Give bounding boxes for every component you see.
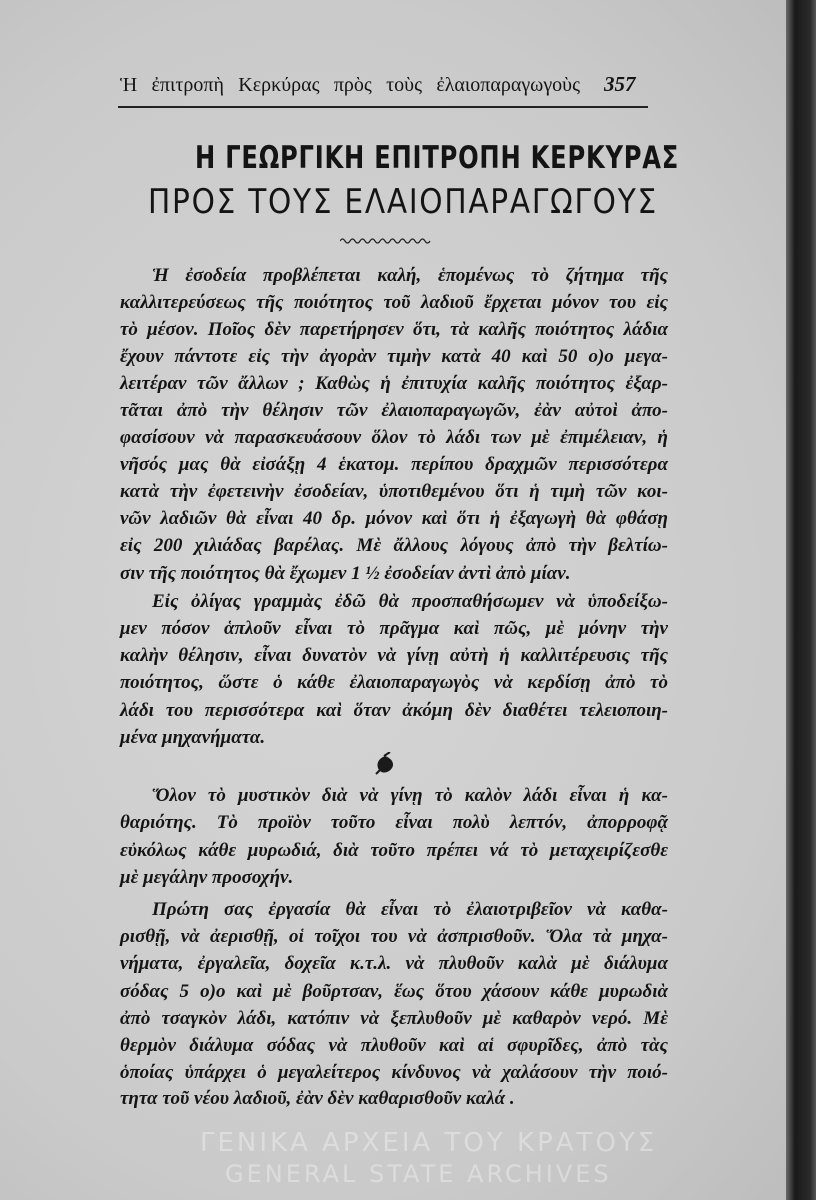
text-line: ὁποίας ὑπάρχει ὁ μεγαλείτερος κίνδυνος νὰ χαλάσουν τὴν ποιό-	[120, 1062, 668, 1083]
text-line: Πρώτη σας ἐργασία θὰ εἶναι τὸ ἐλαιοτριβεῖον νὰ καθα-	[152, 899, 668, 920]
watermark-greek: ΓΕΝΙΚΑ ΑΡΧΕΙΑ ΤΟΥ ΚΡΑΤΟΥΣ	[200, 1128, 658, 1158]
text-line: φασίσουν νὰ παρασκευάσουν ὅλον τὸ λάδι των μὲ ἐπιμέλειαν, ἡ	[120, 427, 668, 448]
text-line: μὲ μεγάλην προσοχήν.	[120, 867, 294, 888]
watermark-english: GENERAL STATE ARCHIVES	[225, 1160, 612, 1188]
text-line: σόδας 5 ο)ο καὶ μὲ βοῦρτσαν, ἕως ὅτου χάσουν κάθε μυρωδιὰ	[120, 981, 668, 1002]
article-title-line1: Η ΓΕΩΡΓΙΚΗ ΕΠΙΤΡΟΠΗ ΚΕΡΚΥΡΑΣ	[195, 140, 680, 176]
text-line: Ἡ ἐσοδεία προβλέπεται καλή, ἑπομένως τὸ ζήτημα τῆς	[152, 265, 668, 286]
floral-ornament-icon	[370, 752, 400, 784]
text-line: μένα μηχανήματα.	[120, 727, 266, 748]
text-line: τητα τοῦ νέου λαδιοῦ, ἐὰν δὲν καθαρισθοῦν καλά .	[120, 1088, 515, 1109]
text-line: ἔχουν πάντοτε εἰς τὴν ἀγορὰν τιμὴν κατὰ 40 καὶ 50 ο)ο μεγα-	[120, 346, 668, 367]
text-line: καλὴν θέλησιν, εἶναι δυνατὸν νὰ γίνῃ αὐτὴ ἡ καλλιτέρευσις τῆς	[120, 645, 668, 666]
book-edge	[786, 0, 816, 1200]
text-line: λάδι του περισσότερα καὶ ὅταν ἀκόμη δὲν διαθέτει τελειοποιη-	[120, 700, 668, 721]
text-line: εἰς 200 χιλιάδας βαρέλας. Μὲ ἄλλους λόγους ἀπὸ τὴν βελτίω-	[120, 535, 668, 556]
running-header: Ἡ ἐπιτροπὴ Κερκύρας πρὸς τοὺς ἐλαιοπαραγωγοὺς	[120, 74, 580, 96]
text-line: θερμὸν διάλυμα σόδας νὰ πλυθοῦν καὶ αἱ σφυρῖδες, ἀπὸ τὰς	[120, 1035, 668, 1056]
text-line: νῶν λαδιῶν θὰ εἶναι 40 δρ. μόνον καὶ ὅτι ἡ ἐξαγωγὴ θὰ φθάσῃ	[120, 508, 668, 529]
text-line: Εἰς ὀλίγας γραμμὰς ἐδῶ θὰ προσπαθήσωμεν νὰ ὑποδείξω-	[152, 591, 668, 612]
page-number: 357	[604, 72, 636, 96]
squiggle-rule-icon	[340, 236, 440, 246]
text-line: ποιότητος, ὥστε ὁ κάθε ἐλαιοπαραγωγὸς νὰ κερδίσῃ ἀπὸ τὸ	[120, 672, 668, 693]
text-line: ἀπὸ τσαγκὸν λάδι, κατόπιν νὰ ξεπλυθοῦν μὲ καθαρὸν νερό. Μὲ	[120, 1008, 668, 1029]
text-line: κατὰ τὴν ἐφετεινὴν ἐσοδείαν, ὑποτιθεμένου ὅτι ἡ τιμὴ τῶν κοι-	[120, 481, 668, 502]
text-line: λειτέραν τῶν ἄλλων ; Καθὼς ἡ ἐπιτυχία καλῆς ποιότητος ἐξαρ-	[120, 373, 668, 394]
text-line: μεν πόσον ἁπλοῦν εἶναι τὸ πρᾶγμα καὶ πῶς, μὲ μόνην τὴν	[120, 618, 668, 639]
text-line: νήματα, ἐργαλεῖα, δοχεῖα κ.τ.λ. νὰ πλυθοῦν καλὰ μὲ διάλυμα	[120, 953, 668, 974]
text-line: σιν τῆς ποιότητος θὰ ἔχωμεν 1 ½ ἐσοδείαν ἀντὶ ἀπὸ μίαν.	[120, 563, 571, 584]
text-line: θαριότης. Τὸ προϊὸν τοῦτο εἶναι πολὺ λεπτόν, ἀπορροφᾷ	[120, 812, 668, 833]
text-line: ρισθῇ, νὰ ἀερισθῇ, οἱ τοῖχοι του νὰ ἀσπρισθοῦν. Ὅλα τὰ μηχα-	[120, 926, 668, 947]
text-line: καλλιτερεύσεως τῆς ποιότητος τοῦ λαδιοῦ ἔρχεται μόνον του εἰς	[120, 292, 668, 313]
text-line: εὐκόλως κάθε μυρωδιά, διὰ τοῦτο πρέπει νά τὸ μεταχειρίζεσθε	[120, 840, 668, 861]
text-line: νῆσός μας θὰ εἰσάξῃ 4 ἑκατομ. περίπου δραχμῶν περισσότερα	[120, 454, 668, 475]
text-line: Ὅλον τὸ μυστικὸν διὰ νὰ γίνῃ τὸ καλὸν λάδι εἶναι ἡ κα-	[152, 785, 668, 806]
article-title-line2: ΠΡΟΣ ΤΟΥΣ ΕΛΑΙΟΠΑΡΑΓΩΓΟΥΣ	[148, 182, 658, 222]
text-line: τᾶται ἀπὸ τὴν θέλησιν τῶν ἐλαιοπαραγωγῶν, ἐὰν αὐτοὶ ἀπο-	[120, 400, 668, 421]
header-rule	[118, 106, 648, 108]
text-line: τὸ μέσον. Ποῖος δὲν παρετήρησεν ὅτι, τὰ καλῆς ποιότητος λάδια	[120, 319, 668, 340]
